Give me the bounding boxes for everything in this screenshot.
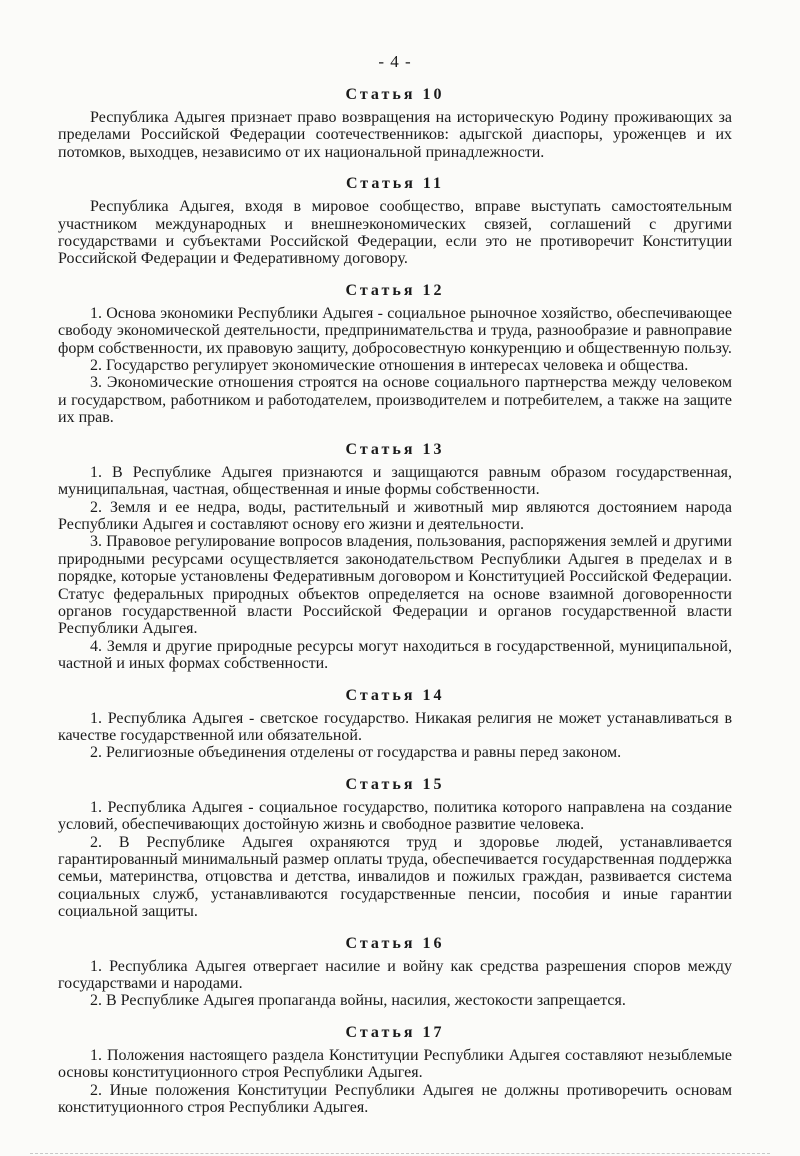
article-title: Статья 11 bbox=[345, 175, 445, 193]
article-title: Статья 12 bbox=[345, 281, 445, 299]
page-bottom-edge bbox=[30, 1153, 770, 1154]
article-section bbox=[58, 1024, 732, 1117]
article-title: Статья 17 bbox=[345, 1023, 445, 1041]
article-paragraph: 1. Положения настоящего раздела Конституции Республики Адыгея составляют незыблемые основы конституционного строя Республики Адыгея. bbox=[58, 1046, 732, 1082]
article-section bbox=[58, 282, 732, 427]
page-number: - 4 - bbox=[378, 52, 412, 71]
article-section bbox=[58, 935, 732, 1010]
article-paragraph: 2. Религиозные объединения отделены от государства и равны перед законом. bbox=[90, 744, 622, 762]
article-section bbox=[58, 776, 732, 921]
article-title: Статья 10 bbox=[345, 86, 445, 103]
article-paragraph: Республика Адыгея признает право возвращения на историческую Родину проживающих за пределами Российской Федерации соотечественников: адыгской диаспоры, уроженцев и их потомков, выходцев, независимо от их национальной принадлежности. bbox=[58, 109, 732, 161]
article-paragraph: 1. Республика Адыгея - светское государство. Никакая религия не может устанавливаться в качестве государственной или обязательной. bbox=[58, 709, 732, 744]
article-title: Статья 13 bbox=[345, 440, 445, 458]
article-section bbox=[58, 175, 732, 268]
article-title: Статья 16 bbox=[345, 934, 445, 952]
article-paragraph: 2. Государство регулирует экономические отношения в интересах человека и общества. bbox=[90, 357, 689, 375]
article-paragraph: 3. Правовое регулирование вопросов владения, пользования, распоряжения землей и другими природными ресурсами осуществляется законодательством Республики Адыгея в пределах и в порядке, которые установлены Федеративным договором и Конституцией Российской Федерации. Статус федеральных природных объектов определяется на основе взаимной договоренности органов государственной власти Российской Федерации и органов государственной власти Республики Адыгея. bbox=[58, 533, 732, 638]
article-section bbox=[58, 441, 732, 673]
articles-container bbox=[58, 86, 732, 1116]
article-paragraph: 3. Экономические отношения строятся на основе социального партнерства между человеком и государством, работником и работодателем, производителем и потребителем, а также на защите их прав. bbox=[58, 374, 732, 427]
article-paragraph: 1. В Республике Адыгея признаются и защищаются равным образом государственная, муниципальная, частная, общественная и иные формы собственности. bbox=[58, 463, 732, 499]
article-paragraph: 2. В Республике Адыгея пропаганда войны, насилия, жестокости запрещается. bbox=[90, 992, 626, 1010]
article-title: Статья 14 bbox=[345, 686, 445, 704]
article-paragraph: 2. Земля и ее недра, воды, растительный и животный мир являются достоянием народа Республики Адыгея и составляют основу его жизни и деятельности. bbox=[58, 498, 732, 533]
article-section bbox=[58, 86, 732, 161]
article-paragraph: 1. Республика Адыгея - социальное государство, политика которого направлена на создание условий, обеспечивающих достойную жизнь и свободное развитие человека. bbox=[58, 798, 732, 834]
article-paragraph: 2. Иные положения Конституции Республики Адыгея не должны противоречить основам конституционного строя Республики Адыгея. bbox=[58, 1081, 732, 1117]
article-paragraph: 1. Основа экономики Республики Адыгея - социальное рыночное хозяйство, обеспечивающее свободу экономической деятельности, предпринимательства и труда, разнообразие и равноправие форм собственности, их правовую защиту, добросовестную конкуренцию и общественную пользу. bbox=[58, 304, 732, 357]
article-paragraph: 4. Земля и другие природные ресурсы могут находиться в государственной, муниципальной, частной и иных формах собственности. bbox=[58, 637, 732, 673]
article-section bbox=[58, 687, 732, 762]
article-paragraph: Республика Адыгея, входя в мировое сообщество, вправе выступать самостоятельным участником международных и внешнеэкономических связей, соглашений с другими государствами и субъектами Российской Федерации, если это не противоречит Конституции Российской Федерации и Федеративному договору. bbox=[58, 198, 732, 268]
article-paragraph: 1. Республика Адыгея отвергает насилие и войну как средства разрешения споров между государствами и народами. bbox=[58, 957, 732, 993]
article-title: Статья 15 bbox=[345, 775, 445, 793]
article-paragraph: 2. В Республике Адыгея охраняются труд и здоровье людей, устанавливается гарантированный минимальный размер оплаты труда, обеспечивается государственная поддержка семьи, материнства, отцовства и детства, инвалидов и пожилых граждан, развивается система социальных служб, устанавливаются государственные пенсии, пособия и иные гарантии социальной защиты. bbox=[58, 833, 732, 921]
